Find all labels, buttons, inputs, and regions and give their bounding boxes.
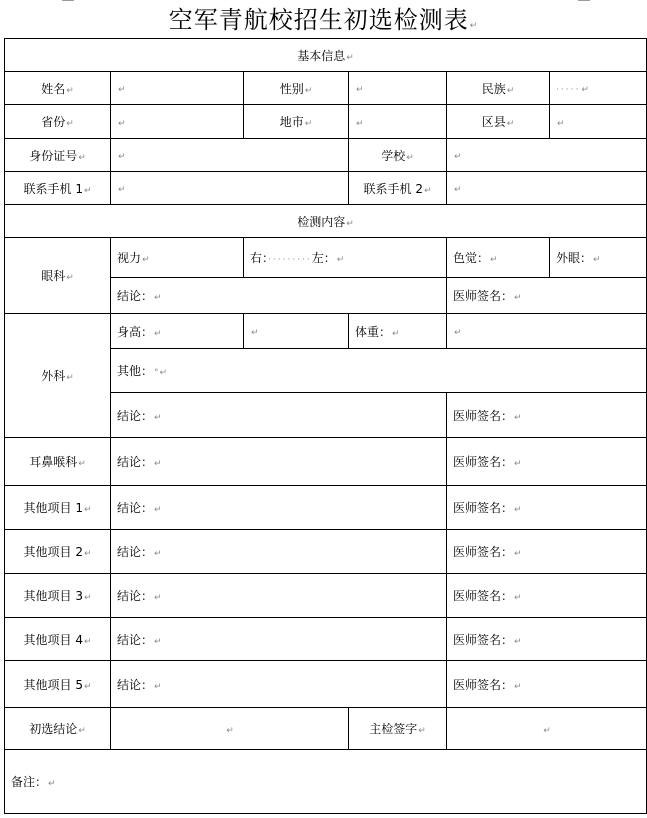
value-city[interactable]: ↵ xyxy=(349,105,447,139)
value-prelim-conclusion[interactable]: ↵ xyxy=(111,708,349,750)
value-other-item-3-conclusion[interactable]: 结论：↵ xyxy=(111,574,447,618)
label-vision: 视力↵ xyxy=(111,238,244,278)
row-other-item-1 xyxy=(5,486,647,530)
value-name[interactable]: ↵ xyxy=(111,72,244,105)
value-surgery-doctor-sign[interactable]: 医师签名：↵ xyxy=(447,393,647,438)
label-phone2: 联系手机 2↵ xyxy=(349,172,447,205)
value-id-number[interactable]: ↵ xyxy=(111,139,349,172)
section-header-exam: 检测内容↵ xyxy=(5,205,647,238)
value-ent-doctor-sign[interactable]: 医师签名：↵ xyxy=(447,438,647,486)
label-ethnicity: 民族↵ xyxy=(447,72,550,105)
value-remarks[interactable]: 备注：↵ xyxy=(5,750,647,814)
value-other-item-2-doctor-sign[interactable]: 医师签名：↵ xyxy=(447,530,647,574)
value-other-item-5-doctor-sign[interactable]: 医师签名：↵ xyxy=(447,661,647,708)
row-phones xyxy=(5,172,647,205)
value-gender[interactable]: ↵ xyxy=(349,72,447,105)
value-other-item-2-conclusion[interactable]: 结论：↵ xyxy=(111,530,447,574)
value-ethnicity[interactable]: ·····↵ xyxy=(550,72,647,105)
value-weight-extra[interactable]: ↵ xyxy=(447,314,647,349)
label-school: 学校↵ xyxy=(349,139,447,172)
row-other-item-3 xyxy=(5,574,647,618)
form-title xyxy=(0,4,647,42)
row-name-gender-ethnicity xyxy=(5,72,647,105)
row-other-item-4 xyxy=(5,618,647,661)
row-prelim xyxy=(5,708,647,750)
value-phone2[interactable]: ↵ xyxy=(447,172,647,205)
value-other-item-1-doctor-sign[interactable]: 医师签名：↵ xyxy=(447,486,647,530)
value-surgery-other[interactable]: 其他：°↵ xyxy=(111,349,647,393)
value-other-item-4-doctor-sign[interactable]: 医师签名：↵ xyxy=(447,618,647,661)
value-vision[interactable]: 右：·········左：↵ xyxy=(244,238,447,278)
page-corner-mark-right xyxy=(578,0,590,3)
value-eye-conclusion[interactable]: 结论：↵ xyxy=(111,278,447,314)
label-other-item-3: 其他项目 3↵ xyxy=(5,574,111,618)
value-color-vision[interactable]: 色觉：↵ xyxy=(447,238,550,278)
label-phone1: 联系手机 1↵ xyxy=(5,172,111,205)
value-other-item-3-doctor-sign[interactable]: 医师签名：↵ xyxy=(447,574,647,618)
label-other-item-4: 其他项目 4↵ xyxy=(5,618,111,661)
value-eye-doctor-sign[interactable]: 医师签名：↵ xyxy=(447,278,647,314)
section-row-exam xyxy=(5,205,647,238)
label-eye: 眼科↵ xyxy=(5,238,111,314)
value-other-item-4-conclusion[interactable]: 结论：↵ xyxy=(111,618,447,661)
row-other-item-5 xyxy=(5,661,647,708)
label-province: 省份↵ xyxy=(5,105,111,139)
row-remarks xyxy=(5,750,647,814)
value-outer-eye[interactable]: 外眼：↵ xyxy=(550,238,647,278)
value-surgery-conclusion[interactable]: 结论：↵ xyxy=(111,393,447,438)
label-name: 姓名↵ xyxy=(5,72,111,105)
row-surgery-height-weight xyxy=(5,314,647,349)
label-county: 区县↵ xyxy=(447,105,550,139)
row-other-item-2 xyxy=(5,530,647,574)
row-ent xyxy=(5,438,647,486)
value-height[interactable]: 身高：↵ xyxy=(111,314,244,349)
value-school[interactable]: ↵ xyxy=(447,139,647,172)
value-province[interactable]: ↵ xyxy=(111,105,244,139)
value-ent-conclusion[interactable]: 结论：↵ xyxy=(111,438,447,486)
value-other-item-5-conclusion[interactable]: 结论：↵ xyxy=(111,661,447,708)
label-gender: 性别↵ xyxy=(244,72,349,105)
value-height-extra[interactable]: ↵ xyxy=(244,314,349,349)
label-other-item-5: 其他项目 5↵ xyxy=(5,661,111,708)
admission-form-table xyxy=(4,38,647,814)
label-ent: 耳鼻喉科↵ xyxy=(5,438,111,486)
label-id-number: 身份证号↵ xyxy=(5,139,111,172)
value-other-item-1-conclusion[interactable]: 结论：↵ xyxy=(111,486,447,530)
label-chief-sign: 主检签字↵ xyxy=(349,708,447,750)
page-corner-mark-left xyxy=(62,0,74,3)
section-row-basic xyxy=(5,39,647,72)
label-other-item-2: 其他项目 2↵ xyxy=(5,530,111,574)
row-id-school xyxy=(5,139,647,172)
label-prelim-conclusion: 初选结论↵ xyxy=(5,708,111,750)
value-county[interactable]: ↵ xyxy=(550,105,647,139)
section-header-basic: 基本信息↵ xyxy=(5,39,647,72)
paragraph-mark: ↵ xyxy=(469,21,479,31)
value-phone1[interactable]: ↵ xyxy=(111,172,349,205)
value-chief-sign[interactable]: ↵ xyxy=(447,708,647,750)
row-eye-vision xyxy=(5,238,647,278)
row-province-city-county xyxy=(5,105,647,139)
label-other-item-1: 其他项目 1↵ xyxy=(5,486,111,530)
label-surgery: 外科↵ xyxy=(5,314,111,438)
value-weight[interactable]: 体重：↵ xyxy=(349,314,447,349)
label-city: 地市↵ xyxy=(244,105,349,139)
form-title-text: 空军青航校招生初选检测表 xyxy=(168,6,469,34)
